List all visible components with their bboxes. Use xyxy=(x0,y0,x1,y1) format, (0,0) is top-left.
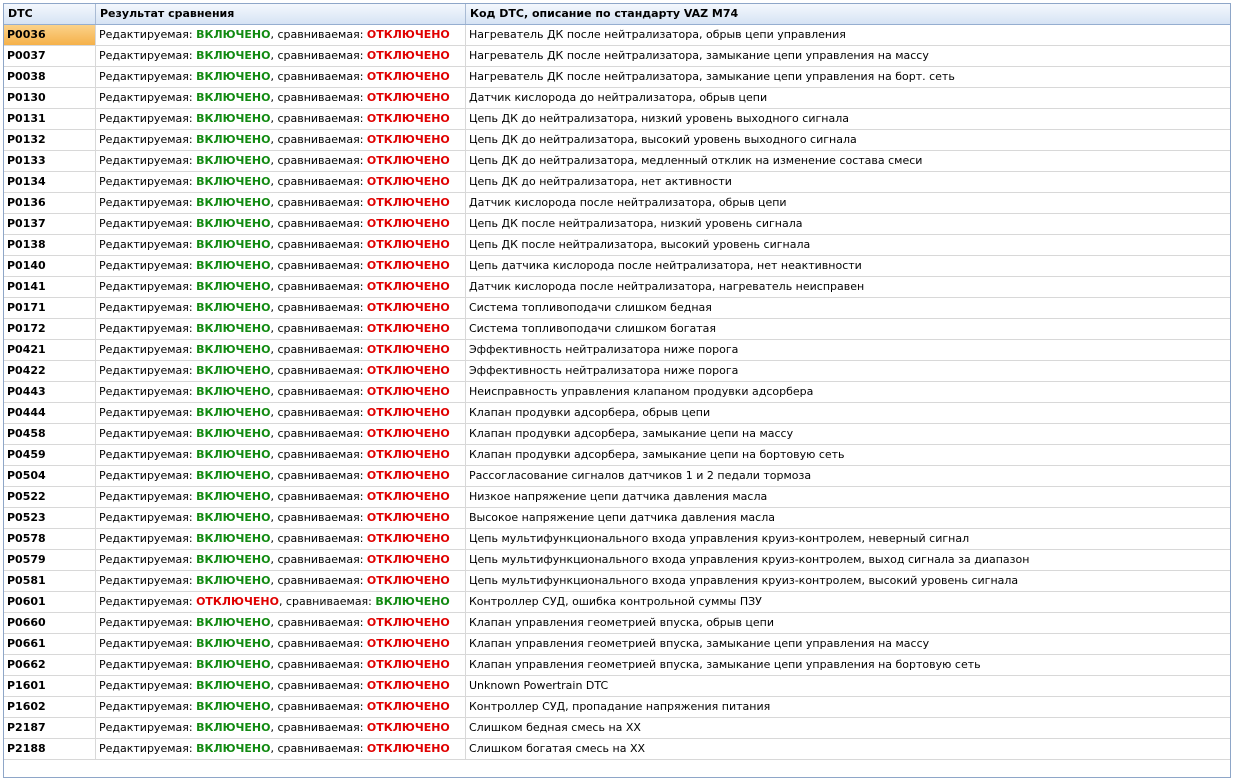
compared-label: , сравниваемая: xyxy=(270,133,367,146)
compared-label: , сравниваемая: xyxy=(270,154,367,167)
editable-label: Редактируемая: xyxy=(99,280,197,293)
editable-state: ВКЛЮЧЕНО xyxy=(196,238,271,251)
compared-label: , сравниваемая: xyxy=(270,532,367,545)
editable-label: Редактируемая: xyxy=(99,28,197,41)
dtc-code-cell[interactable]: P0172 xyxy=(4,319,96,339)
editable-label: Редактируемая: xyxy=(99,112,197,125)
compared-state: ОТКЛЮЧЕНО xyxy=(366,616,450,629)
editable-state: ВКЛЮЧЕНО xyxy=(196,301,271,314)
comparison-result-cell[interactable] xyxy=(96,697,466,717)
compared-state: ОТКЛЮЧЕНО xyxy=(366,238,450,251)
table-row[interactable] xyxy=(4,592,1230,613)
dtc-description-cell[interactable]: Клапан продувки адсорбера, обрыв цепи xyxy=(469,406,711,419)
editable-label: Редактируемая: xyxy=(99,742,197,755)
editable-label: Редактируемая: xyxy=(99,532,197,545)
editable-label: Редактируемая: xyxy=(99,721,197,734)
comparison-result-cell[interactable] xyxy=(96,340,466,360)
editable-label: Редактируемая: xyxy=(99,574,197,587)
dtc-code-cell[interactable]: P0444 xyxy=(4,403,96,423)
comparison-result-cell[interactable] xyxy=(96,445,466,465)
editable-state: ВКЛЮЧЕНО xyxy=(196,406,271,419)
dtc-description-cell[interactable]: Слишком бедная смесь на ХХ xyxy=(469,721,641,734)
dtc-code-cell[interactable]: P0138 xyxy=(4,235,96,255)
editable-label: Редактируемая: xyxy=(99,322,197,335)
editable-state: ВКЛЮЧЕНО xyxy=(196,343,271,356)
dtc-description-cell[interactable]: Высокое напряжение цепи датчика давления масла xyxy=(469,511,775,524)
compared-state: ОТКЛЮЧЕНО xyxy=(366,385,450,398)
grid-header xyxy=(4,4,1230,25)
dtc-code-cell[interactable]: P0133 xyxy=(4,151,96,171)
editable-state: ВКЛЮЧЕНО xyxy=(196,721,271,734)
compared-label: , сравниваемая: xyxy=(270,364,367,377)
compared-state: ОТКЛЮЧЕНО xyxy=(366,175,450,188)
comparison-result-cell[interactable] xyxy=(96,151,466,171)
editable-label: Редактируемая: xyxy=(99,217,197,230)
dtc-description-cell[interactable]: Цепь ДК до нейтрализатора, низкий уровень выходного сигнала xyxy=(469,112,849,125)
editable-state: ВКЛЮЧЕНО xyxy=(196,154,271,167)
column-header-description[interactable]: Код DTC, описание по стандарту VAZ M74 xyxy=(470,7,739,20)
compared-state: ОТКЛЮЧЕНО xyxy=(366,196,450,209)
table-row[interactable] xyxy=(4,25,1230,46)
dtc-description-cell[interactable]: Рассогласование сигналов датчиков 1 и 2 педали тормоза xyxy=(469,469,812,482)
table-row[interactable] xyxy=(4,214,1230,235)
compared-state: ОТКЛЮЧЕНО xyxy=(366,574,450,587)
column-header-result[interactable]: Результат сравнения xyxy=(96,4,466,24)
dtc-description-cell[interactable]: Unknown Powertrain DTC xyxy=(469,679,609,692)
compared-label: , сравниваемая: xyxy=(270,616,367,629)
dtc-code-cell[interactable]: P0661 xyxy=(4,634,96,654)
table-row[interactable] xyxy=(4,193,1230,214)
editable-state: ВКЛЮЧЕНО xyxy=(196,553,271,566)
comparison-result-cell[interactable] xyxy=(96,634,466,654)
table-row[interactable] xyxy=(4,88,1230,109)
compared-label: , сравниваемая: xyxy=(278,595,376,608)
compared-state: ОТКЛЮЧЕНО xyxy=(366,343,450,356)
table-row[interactable] xyxy=(4,655,1230,676)
compared-state: ОТКЛЮЧЕНО xyxy=(366,469,450,482)
table-row[interactable] xyxy=(4,613,1230,634)
compared-label: , сравниваемая: xyxy=(270,28,367,41)
compared-state: ОТКЛЮЧЕНО xyxy=(366,406,450,419)
editable-label: Редактируемая: xyxy=(99,49,197,62)
table-row[interactable] xyxy=(4,235,1230,256)
table-row[interactable] xyxy=(4,529,1230,550)
editable-label: Редактируемая: xyxy=(99,238,197,251)
compared-state: ОТКЛЮЧЕНО xyxy=(366,133,450,146)
dtc-description-cell[interactable]: Слишком богатая смесь на ХХ xyxy=(469,742,646,755)
comparison-result-cell[interactable] xyxy=(96,46,466,66)
editable-label: Редактируемая: xyxy=(99,196,197,209)
compared-label: , сравниваемая: xyxy=(270,511,367,524)
table-row[interactable] xyxy=(4,382,1230,403)
editable-state: ВКЛЮЧЕНО xyxy=(196,490,271,503)
dtc-code-cell[interactable]: P2187 xyxy=(4,718,96,738)
comparison-result-cell[interactable] xyxy=(96,592,466,612)
compared-state: ОТКЛЮЧЕНО xyxy=(366,49,450,62)
dtc-description-cell[interactable]: Нагреватель ДК после нейтрализатора, обрыв цепи управления xyxy=(469,28,846,41)
editable-state: ВКЛЮЧЕНО xyxy=(196,112,271,125)
compared-label: , сравниваемая: xyxy=(270,406,367,419)
compared-label: , сравниваемая: xyxy=(270,469,367,482)
compared-state: ОТКЛЮЧЕНО xyxy=(366,91,450,104)
dtc-description-cell[interactable]: Цепь мультифункционального входа управления круиз-контролем, неверный сигнал xyxy=(469,532,970,545)
dtc-description-cell[interactable]: Система топливоподачи слишком бедная xyxy=(469,301,712,314)
table-row[interactable] xyxy=(4,172,1230,193)
dtc-description-cell[interactable]: Неисправность управления клапаном продувки адсорбера xyxy=(469,385,814,398)
editable-state: ВКЛЮЧЕНО xyxy=(196,511,271,524)
table-row[interactable] xyxy=(4,151,1230,172)
editable-label: Редактируемая: xyxy=(99,637,197,650)
comparison-result-cell[interactable] xyxy=(96,466,466,486)
table-row[interactable] xyxy=(4,67,1230,88)
table-row[interactable] xyxy=(4,361,1230,382)
table-row[interactable] xyxy=(4,697,1230,718)
dtc-code-cell[interactable]: P0523 xyxy=(4,508,96,528)
editable-label: Редактируемая: xyxy=(99,175,197,188)
table-row[interactable] xyxy=(4,130,1230,151)
comparison-result-cell[interactable] xyxy=(96,676,466,696)
editable-state: ВКЛЮЧЕНО xyxy=(196,49,271,62)
editable-state: ВКЛЮЧЕНО xyxy=(196,91,271,104)
editable-label: Редактируемая: xyxy=(99,343,197,356)
dtc-description-cell[interactable]: Датчик кислорода после нейтрализатора, обрыв цепи xyxy=(469,196,787,209)
dtc-code-cell[interactable]: P0522 xyxy=(4,487,96,507)
editable-label: Редактируемая: xyxy=(99,469,197,482)
dtc-code-cell[interactable]: P0130 xyxy=(4,88,96,108)
comparison-result-cell[interactable] xyxy=(96,739,466,759)
editable-state: ВКЛЮЧЕНО xyxy=(196,427,271,440)
compared-state: ОТКЛЮЧЕНО xyxy=(366,301,450,314)
dtc-description-cell[interactable]: Система топливоподачи слишком богатая xyxy=(469,322,716,335)
compared-label: , сравниваемая: xyxy=(270,742,367,755)
table-row[interactable] xyxy=(4,508,1230,529)
dtc-code-cell[interactable]: P0660 xyxy=(4,613,96,633)
compared-state: ОТКЛЮЧЕНО xyxy=(366,427,450,440)
table-row[interactable] xyxy=(4,739,1230,760)
compared-state: ОТКЛЮЧЕНО xyxy=(366,553,450,566)
compared-state: ОТКЛЮЧЕНО xyxy=(366,154,450,167)
dtc-code-cell[interactable]: P0037 xyxy=(4,46,96,66)
dtc-code-cell[interactable]: P0662 xyxy=(4,655,96,675)
compared-label: , сравниваемая: xyxy=(270,574,367,587)
table-row[interactable] xyxy=(4,550,1230,571)
compared-label: , сравниваемая: xyxy=(270,238,367,251)
dtc-description-cell[interactable]: Контроллер СУД, ошибка контрольной суммы ПЗУ xyxy=(469,595,762,608)
editable-label: Редактируемая: xyxy=(99,427,197,440)
compared-state: ОТКЛЮЧЕНО xyxy=(366,322,450,335)
table-row[interactable] xyxy=(4,424,1230,445)
compared-label: , сравниваемая: xyxy=(270,196,367,209)
comparison-result-cell[interactable] xyxy=(96,613,466,633)
comparison-result-cell[interactable] xyxy=(96,109,466,129)
dtc-description-cell[interactable]: Цепь мультифункционального входа управления круиз-контролем, высокий уровень сигнала xyxy=(469,574,1019,587)
dtc-description-cell[interactable]: Цепь мультифункционального входа управления круиз-контролем, выход сигнала за диапазон xyxy=(469,553,1030,566)
editable-label: Редактируемая: xyxy=(99,259,197,272)
compared-state: ОТКЛЮЧЕНО xyxy=(366,658,450,671)
editable-state: ВКЛЮЧЕНО xyxy=(196,175,271,188)
dtc-comparison-grid xyxy=(3,3,1231,778)
dtc-description-cell[interactable]: Клапан продувки адсорбера, замыкание цепи на бортовую сеть xyxy=(469,448,845,461)
dtc-code-cell[interactable]: P2188 xyxy=(4,739,96,759)
dtc-description-cell[interactable]: Клапан управления геометрией впуска, замыкание цепи управления на бортовую сеть xyxy=(469,658,981,671)
compared-label: , сравниваемая: xyxy=(270,217,367,230)
dtc-code-cell[interactable]: P0601 xyxy=(4,592,96,612)
dtc-code-cell[interactable]: P0578 xyxy=(4,529,96,549)
compared-state: ОТКЛЮЧЕНО xyxy=(366,112,450,125)
dtc-description-cell[interactable]: Эффективность нейтрализатора ниже порога xyxy=(469,364,739,377)
dtc-code-cell[interactable]: P0458 xyxy=(4,424,96,444)
editable-state: ОТКЛЮЧЕНО xyxy=(196,595,279,608)
editable-state: ВКЛЮЧЕНО xyxy=(196,133,271,146)
compared-state: ОТКЛЮЧЕНО xyxy=(366,511,450,524)
editable-state: ВКЛЮЧЕНО xyxy=(196,742,271,755)
compared-state: ОТКЛЮЧЕНО xyxy=(366,679,450,692)
dtc-code-cell[interactable]: P0131 xyxy=(4,109,96,129)
editable-state: ВКЛЮЧЕНО xyxy=(196,469,271,482)
table-row[interactable] xyxy=(4,718,1230,739)
compared-label: , сравниваемая: xyxy=(270,658,367,671)
compared-label: , сравниваемая: xyxy=(270,49,367,62)
editable-state: ВКЛЮЧЕНО xyxy=(196,280,271,293)
editable-label: Редактируемая: xyxy=(99,553,197,566)
compared-state: ОТКЛЮЧЕНО xyxy=(366,364,450,377)
compared-state: ОТКЛЮЧЕНО xyxy=(366,700,450,713)
compared-label: , сравниваемая: xyxy=(270,427,367,440)
editable-label: Редактируемая: xyxy=(99,700,197,713)
compared-state: ОТКЛЮЧЕНО xyxy=(366,742,450,755)
dtc-code-cell[interactable]: P0136 xyxy=(4,193,96,213)
comparison-result-cell[interactable] xyxy=(96,256,466,276)
editable-state: ВКЛЮЧЕНО xyxy=(196,196,271,209)
compared-label: , сравниваемая: xyxy=(270,679,367,692)
editable-state: ВКЛЮЧЕНО xyxy=(196,658,271,671)
comparison-result-cell[interactable] xyxy=(96,67,466,87)
editable-label: Редактируемая: xyxy=(99,511,197,524)
editable-label: Редактируемая: xyxy=(99,595,197,608)
comparison-result-cell[interactable] xyxy=(96,298,466,318)
dtc-description-cell[interactable]: Нагреватель ДК после нейтрализатора, замыкание цепи управления на борт. сеть xyxy=(469,70,955,83)
editable-state: ВКЛЮЧЕНО xyxy=(196,217,271,230)
comparison-result-cell[interactable] xyxy=(96,424,466,444)
editable-state: ВКЛЮЧЕНО xyxy=(196,322,271,335)
compared-state: ВКЛЮЧЕНО xyxy=(375,595,450,608)
editable-state: ВКЛЮЧЕНО xyxy=(196,70,271,83)
table-row[interactable] xyxy=(4,676,1230,697)
table-row[interactable] xyxy=(4,298,1230,319)
editable-label: Редактируемая: xyxy=(99,679,197,692)
compared-state: ОТКЛЮЧЕНО xyxy=(366,637,450,650)
comparison-result-cell[interactable] xyxy=(96,88,466,108)
table-row[interactable] xyxy=(4,277,1230,298)
compared-state: ОТКЛЮЧЕНО xyxy=(366,721,450,734)
compared-label: , сравниваемая: xyxy=(270,637,367,650)
table-row[interactable] xyxy=(4,109,1230,130)
dtc-description-cell[interactable]: Контроллер СУД, пропадание напряжения питания xyxy=(469,700,771,713)
dtc-code-cell[interactable]: P0137 xyxy=(4,214,96,234)
compared-label: , сравниваемая: xyxy=(270,700,367,713)
dtc-description-cell[interactable]: Клапан управления геометрией впуска, замыкание цепи управления на массу xyxy=(469,637,930,650)
editable-state: ВКЛЮЧЕНО xyxy=(196,616,271,629)
dtc-code-cell[interactable]: P1602 xyxy=(4,697,96,717)
comparison-result-cell[interactable] xyxy=(96,382,466,402)
dtc-description-cell[interactable]: Цепь ДК после нейтрализатора, низкий уровень сигнала xyxy=(469,217,803,230)
comparison-result-cell[interactable] xyxy=(96,487,466,507)
editable-label: Редактируемая: xyxy=(99,154,197,167)
comparison-result-cell[interactable] xyxy=(96,235,466,255)
table-row[interactable] xyxy=(4,571,1230,592)
compared-label: , сравниваемая: xyxy=(270,343,367,356)
dtc-description-cell[interactable]: Датчик кислорода после нейтрализатора, нагреватель неисправен xyxy=(469,280,865,293)
compared-label: , сравниваемая: xyxy=(270,553,367,566)
comparison-result-cell[interactable] xyxy=(96,529,466,549)
dtc-description-cell[interactable]: Датчик кислорода до нейтрализатора, обрыв цепи xyxy=(469,91,768,104)
dtc-code-cell[interactable]: P0171 xyxy=(4,298,96,318)
compared-state: ОТКЛЮЧЕНО xyxy=(366,532,450,545)
dtc-code-cell[interactable]: P0459 xyxy=(4,445,96,465)
editable-label: Редактируемая: xyxy=(99,70,197,83)
comparison-result-cell[interactable] xyxy=(96,25,466,45)
table-row[interactable] xyxy=(4,46,1230,67)
dtc-code-cell[interactable]: P0038 xyxy=(4,67,96,87)
compared-label: , сравниваемая: xyxy=(270,322,367,335)
editable-label: Редактируемая: xyxy=(99,91,197,104)
editable-label: Редактируемая: xyxy=(99,448,197,461)
dtc-description-cell[interactable]: Цепь датчика кислорода после нейтрализатора, нет неактивности xyxy=(469,259,862,272)
compared-label: , сравниваемая: xyxy=(270,301,367,314)
dtc-code-cell[interactable]: P0141 xyxy=(4,277,96,297)
dtc-code-cell[interactable]: P0132 xyxy=(4,130,96,150)
comparison-result-cell[interactable] xyxy=(96,550,466,570)
comparison-result-cell[interactable] xyxy=(96,655,466,675)
grid-body xyxy=(4,25,1230,760)
editable-label: Редактируемая: xyxy=(99,133,197,146)
dtc-code-cell[interactable]: P0422 xyxy=(4,361,96,381)
column-header-dtc[interactable]: DTC xyxy=(4,4,96,24)
compared-state: ОТКЛЮЧЕНО xyxy=(366,259,450,272)
dtc-description-cell[interactable]: Клапан продувки адсорбера, замыкание цепи на массу xyxy=(469,427,794,440)
editable-state: ВКЛЮЧЕНО xyxy=(196,679,271,692)
editable-label: Редактируемая: xyxy=(99,301,197,314)
compared-label: , сравниваемая: xyxy=(270,448,367,461)
editable-state: ВКЛЮЧЕНО xyxy=(196,385,271,398)
compared-label: , сравниваемая: xyxy=(270,385,367,398)
dtc-description-cell[interactable]: Цепь ДК до нейтрализатора, высокий уровень выходного сигнала xyxy=(469,133,857,146)
editable-label: Редактируемая: xyxy=(99,616,197,629)
compared-label: , сравниваемая: xyxy=(270,490,367,503)
dtc-description-cell[interactable]: Нагреватель ДК после нейтрализатора, замыкание цепи управления на массу xyxy=(469,49,929,62)
comparison-result-cell[interactable] xyxy=(96,403,466,423)
comparison-result-cell[interactable] xyxy=(96,361,466,381)
comparison-result-cell[interactable] xyxy=(96,172,466,192)
compared-label: , сравниваемая: xyxy=(270,91,367,104)
editable-label: Редактируемая: xyxy=(99,364,197,377)
table-row[interactable] xyxy=(4,634,1230,655)
compared-state: ОТКЛЮЧЕНО xyxy=(366,70,450,83)
compared-label: , сравниваемая: xyxy=(270,721,367,734)
table-row[interactable] xyxy=(4,403,1230,424)
dtc-code-cell[interactable]: P0579 xyxy=(4,550,96,570)
editable-state: ВКЛЮЧЕНО xyxy=(196,700,271,713)
comparison-result-cell[interactable] xyxy=(96,277,466,297)
editable-label: Редактируемая: xyxy=(99,385,197,398)
editable-state: ВКЛЮЧЕНО xyxy=(196,637,271,650)
table-row[interactable] xyxy=(4,445,1230,466)
editable-state: ВКЛЮЧЕНО xyxy=(196,574,271,587)
dtc-code-cell[interactable]: P0421 xyxy=(4,340,96,360)
table-row[interactable] xyxy=(4,256,1230,277)
dtc-description-cell[interactable]: Низкое напряжение цепи датчика давления масла xyxy=(469,490,768,503)
dtc-code-cell[interactable]: P0036 xyxy=(4,25,96,45)
dtc-code-cell[interactable]: P0140 xyxy=(4,256,96,276)
dtc-description-cell[interactable]: Эффективность нейтрализатора ниже порога xyxy=(469,343,739,356)
dtc-description-cell[interactable]: Цепь ДК до нейтрализатора, нет активности xyxy=(469,175,732,188)
editable-state: ВКЛЮЧЕНО xyxy=(196,532,271,545)
editable-label: Редактируемая: xyxy=(99,658,197,671)
dtc-code-cell[interactable]: P1601 xyxy=(4,676,96,696)
compared-label: , сравниваемая: xyxy=(270,175,367,188)
comparison-result-cell[interactable] xyxy=(96,214,466,234)
dtc-description-cell[interactable]: Цепь ДК до нейтрализатора, медленный отклик на изменение состава смеси xyxy=(469,154,923,167)
comparison-result-cell[interactable] xyxy=(96,193,466,213)
dtc-description-cell[interactable]: Цепь ДК после нейтрализатора, высокий уровень сигнала xyxy=(469,238,811,251)
editable-label: Редактируемая: xyxy=(99,490,197,503)
editable-label: Редактируемая: xyxy=(99,406,197,419)
comparison-result-cell[interactable] xyxy=(96,571,466,591)
compared-state: ОТКЛЮЧЕНО xyxy=(366,448,450,461)
compared-state: ОТКЛЮЧЕНО xyxy=(366,217,450,230)
comparison-result-cell[interactable] xyxy=(96,718,466,738)
comparison-result-cell[interactable] xyxy=(96,508,466,528)
comparison-result-cell[interactable] xyxy=(96,130,466,150)
table-row[interactable] xyxy=(4,466,1230,487)
dtc-code-cell[interactable]: P0443 xyxy=(4,382,96,402)
editable-state: ВКЛЮЧЕНО xyxy=(196,364,271,377)
table-row[interactable] xyxy=(4,319,1230,340)
compared-label: , сравниваемая: xyxy=(270,280,367,293)
compared-state: ОТКЛЮЧЕНО xyxy=(366,28,450,41)
compared-state: ОТКЛЮЧЕНО xyxy=(366,490,450,503)
compared-label: , сравниваемая: xyxy=(270,259,367,272)
compared-label: , сравниваемая: xyxy=(270,70,367,83)
editable-state: ВКЛЮЧЕНО xyxy=(196,259,271,272)
compared-label: , сравниваемая: xyxy=(270,112,367,125)
table-row[interactable] xyxy=(4,487,1230,508)
dtc-code-cell[interactable]: P0134 xyxy=(4,172,96,192)
table-row[interactable] xyxy=(4,340,1230,361)
comparison-result-cell[interactable] xyxy=(96,319,466,339)
dtc-code-cell[interactable]: P0504 xyxy=(4,466,96,486)
dtc-description-cell[interactable]: Клапан управления геометрией впуска, обрыв цепи xyxy=(469,616,775,629)
editable-state: ВКЛЮЧЕНО xyxy=(196,28,271,41)
editable-state: ВКЛЮЧЕНО xyxy=(196,448,271,461)
dtc-code-cell[interactable]: P0581 xyxy=(4,571,96,591)
compared-state: ОТКЛЮЧЕНО xyxy=(366,280,450,293)
